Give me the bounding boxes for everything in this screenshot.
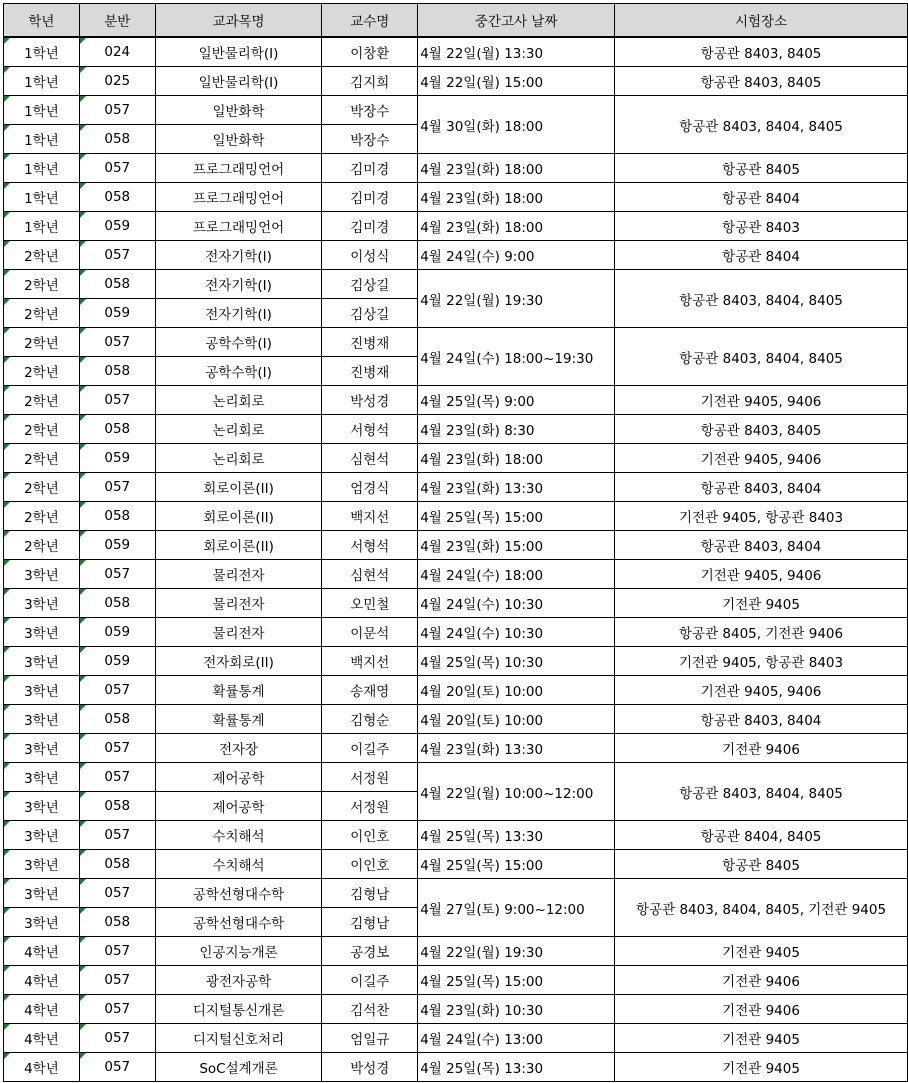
cell-professor: 박장수 [322, 125, 418, 154]
table-row [4, 705, 908, 734]
cell-professor: 백지선 [322, 647, 418, 676]
cell-section: 057 [79, 937, 155, 966]
cell-exam-date: 4월 25일(목) 15:00 [418, 850, 615, 879]
cell-exam-room: 항공관 8403, 8405 [615, 67, 908, 96]
cell-professor: 김지희 [322, 67, 418, 96]
cell-exam-date: 4월 23일(화) 10:30 [418, 995, 615, 1024]
cell-year: 3학년 [4, 763, 80, 792]
cell-exam-date: 4월 20일(토) 10:00 [418, 676, 615, 705]
cell-course: 수치해석 [155, 821, 322, 850]
cell-course: 수치해석 [155, 850, 322, 879]
cell-year: 1학년 [4, 212, 80, 241]
cell-section: 058 [79, 270, 155, 299]
cell-professor: 이인호 [322, 821, 418, 850]
cell-section: 059 [79, 212, 155, 241]
cell-year: 4학년 [4, 1024, 80, 1053]
table-body [4, 37, 908, 1082]
cell-exam-date: 4월 24일(수) 13:00 [418, 1024, 615, 1053]
cell-course: 프로그래밍언어 [155, 183, 322, 212]
cell-course: 제어공학 [155, 792, 322, 821]
cell-course: 확률통계 [155, 705, 322, 734]
cell-year: 2학년 [4, 241, 80, 270]
cell-section: 058 [79, 415, 155, 444]
cell-exam-date: 4월 30일(화) 18:00 [418, 96, 615, 154]
cell-section: 057 [79, 1053, 155, 1082]
table-row [4, 937, 908, 966]
cell-course: 전자기학(I) [155, 241, 322, 270]
table-row [4, 67, 908, 96]
cell-course: 일반화학 [155, 96, 322, 125]
cell-exam-room: 기전관 9406 [615, 966, 908, 995]
table-row [4, 328, 908, 357]
cell-section: 057 [79, 763, 155, 792]
cell-exam-room: 기전관 9405 [615, 1053, 908, 1082]
cell-year: 3학년 [4, 821, 80, 850]
cell-professor: 서형석 [322, 531, 418, 560]
cell-professor: 이인호 [322, 850, 418, 879]
table-row [4, 270, 908, 299]
cell-year: 4학년 [4, 1053, 80, 1082]
cell-exam-date: 4월 23일(화) 18:00 [418, 212, 615, 241]
cell-section: 057 [79, 473, 155, 502]
cell-course: 디지털통신개론 [155, 995, 322, 1024]
cell-exam-room: 항공관 8403, 8405 [615, 37, 908, 67]
cell-section: 057 [79, 995, 155, 1024]
cell-professor: 심현석 [322, 560, 418, 589]
cell-course: 회로이론(II) [155, 531, 322, 560]
cell-section: 058 [79, 792, 155, 821]
cell-course: 일반화학 [155, 125, 322, 154]
cell-exam-room: 항공관 8403 [615, 212, 908, 241]
table-row [4, 763, 908, 792]
cell-year: 2학년 [4, 444, 80, 473]
cell-professor: 김형남 [322, 908, 418, 937]
header-exam-room: 시험장소 [615, 4, 908, 38]
cell-professor: 김상길 [322, 270, 418, 299]
table-row [4, 676, 908, 705]
cell-professor: 김석찬 [322, 995, 418, 1024]
cell-course: 광전자공학 [155, 966, 322, 995]
cell-section: 057 [79, 879, 155, 908]
cell-exam-room: 기전관 9405, 9406 [615, 386, 908, 415]
cell-exam-room: 기전관 9406 [615, 734, 908, 763]
table-row [4, 96, 908, 125]
cell-course: 회로이론(II) [155, 502, 322, 531]
cell-year: 2학년 [4, 270, 80, 299]
cell-exam-date: 4월 25일(목) 15:00 [418, 502, 615, 531]
header-row [4, 4, 908, 38]
cell-course: 공학수학(I) [155, 357, 322, 386]
cell-course: 전자기학(I) [155, 299, 322, 328]
cell-professor: 김형순 [322, 705, 418, 734]
cell-year: 4학년 [4, 937, 80, 966]
cell-course: SoC설계개론 [155, 1053, 322, 1082]
table-row [4, 879, 908, 908]
cell-year: 3학년 [4, 647, 80, 676]
cell-section: 057 [79, 676, 155, 705]
cell-exam-date: 4월 24일(수) 18:00 [418, 560, 615, 589]
table-row [4, 183, 908, 212]
cell-professor: 박장수 [322, 96, 418, 125]
table-row [4, 966, 908, 995]
cell-section: 025 [79, 67, 155, 96]
cell-course: 디지털신호처리 [155, 1024, 322, 1053]
header-course: 교과목명 [155, 4, 322, 38]
table-row [4, 531, 908, 560]
cell-year: 1학년 [4, 183, 80, 212]
cell-exam-room: 기전관 9405, 항공관 8403 [615, 502, 908, 531]
cell-professor: 심현석 [322, 444, 418, 473]
cell-section: 059 [79, 618, 155, 647]
cell-section: 057 [79, 560, 155, 589]
cell-exam-date: 4월 22일(월) 10:00~12:00 [418, 763, 615, 821]
cell-exam-room: 기전관 9405 [615, 937, 908, 966]
table-row [4, 995, 908, 1024]
cell-exam-room: 항공관 8403, 8404, 8405 [615, 270, 908, 328]
cell-exam-room: 항공관 8403, 8405 [615, 415, 908, 444]
cell-exam-date: 4월 22일(월) 15:00 [418, 67, 615, 96]
cell-course: 공학선형대수학 [155, 879, 322, 908]
cell-year: 2학년 [4, 328, 80, 357]
cell-exam-date: 4월 25일(목) 10:30 [418, 647, 615, 676]
table-row [4, 154, 908, 183]
cell-section: 059 [79, 299, 155, 328]
cell-exam-date: 4월 23일(화) 13:30 [418, 473, 615, 502]
cell-year: 4학년 [4, 966, 80, 995]
cell-course: 물리전자 [155, 560, 322, 589]
cell-exam-date: 4월 23일(화) 18:00 [418, 154, 615, 183]
cell-exam-room: 기전관 9405, 9406 [615, 560, 908, 589]
cell-year: 3학년 [4, 560, 80, 589]
cell-exam-room: 항공관 8403, 8404 [615, 531, 908, 560]
table-row [4, 589, 908, 618]
cell-year: 3학년 [4, 850, 80, 879]
cell-course: 공학수학(I) [155, 328, 322, 357]
cell-course: 회로이론(II) [155, 473, 322, 502]
cell-section: 057 [79, 96, 155, 125]
cell-section: 057 [79, 241, 155, 270]
cell-section: 058 [79, 502, 155, 531]
cell-professor: 진병재 [322, 328, 418, 357]
cell-exam-date: 4월 25일(목) 9:00 [418, 386, 615, 415]
cell-section: 058 [79, 589, 155, 618]
cell-year: 2학년 [4, 473, 80, 502]
table-row [4, 647, 908, 676]
cell-section: 058 [79, 908, 155, 937]
cell-professor: 박성경 [322, 386, 418, 415]
cell-exam-date: 4월 23일(화) 18:00 [418, 183, 615, 212]
cell-exam-date: 4월 24일(수) 9:00 [418, 241, 615, 270]
cell-section: 057 [79, 154, 155, 183]
table-row [4, 386, 908, 415]
cell-professor: 송재영 [322, 676, 418, 705]
cell-section: 057 [79, 821, 155, 850]
table-row [4, 1053, 908, 1082]
cell-year: 3학년 [4, 908, 80, 937]
cell-year: 1학년 [4, 96, 80, 125]
cell-professor: 이성식 [322, 241, 418, 270]
cell-course: 일반물리학(I) [155, 37, 322, 67]
cell-section: 024 [79, 37, 155, 67]
table-row [4, 212, 908, 241]
table-row [4, 241, 908, 270]
cell-exam-room: 기전관 9406 [615, 995, 908, 1024]
cell-professor: 공경보 [322, 937, 418, 966]
cell-professor: 서정원 [322, 763, 418, 792]
cell-exam-room: 항공관 8403, 8404, 8405 [615, 763, 908, 821]
header-year: 학년 [4, 4, 80, 38]
cell-exam-date: 4월 22일(월) 19:30 [418, 937, 615, 966]
table-row [4, 1024, 908, 1053]
cell-year: 1학년 [4, 67, 80, 96]
cell-year: 4학년 [4, 995, 80, 1024]
cell-year: 2학년 [4, 415, 80, 444]
cell-professor: 김미경 [322, 154, 418, 183]
cell-exam-date: 4월 25일(목) 13:30 [418, 821, 615, 850]
cell-year: 3학년 [4, 676, 80, 705]
cell-year: 3학년 [4, 589, 80, 618]
cell-course: 전자회로(II) [155, 647, 322, 676]
cell-professor: 엄경식 [322, 473, 418, 502]
cell-exam-date: 4월 24일(수) 10:30 [418, 618, 615, 647]
cell-section: 058 [79, 850, 155, 879]
table-row [4, 618, 908, 647]
cell-course: 프로그래밍언어 [155, 154, 322, 183]
cell-exam-date: 4월 23일(화) 13:30 [418, 734, 615, 763]
cell-exam-room: 항공관 8403, 8404 [615, 473, 908, 502]
cell-exam-date: 4월 23일(화) 18:00 [418, 444, 615, 473]
cell-exam-date: 4월 22일(월) 19:30 [418, 270, 615, 328]
cell-year: 1학년 [4, 125, 80, 154]
table-row [4, 37, 908, 67]
cell-year: 2학년 [4, 357, 80, 386]
table-row [4, 415, 908, 444]
cell-section: 057 [79, 386, 155, 415]
cell-year: 3학년 [4, 879, 80, 908]
table-row [4, 734, 908, 763]
cell-exam-date: 4월 23일(화) 8:30 [418, 415, 615, 444]
cell-exam-room: 기전관 9405, 9406 [615, 444, 908, 473]
cell-year: 1학년 [4, 37, 80, 67]
cell-exam-room: 항공관 8405 [615, 850, 908, 879]
cell-course: 물리전자 [155, 618, 322, 647]
cell-exam-room: 항공관 8403, 8404, 8405, 기전관 9405 [615, 879, 908, 937]
cell-year: 3학년 [4, 734, 80, 763]
cell-section: 057 [79, 1024, 155, 1053]
cell-exam-date: 4월 25일(목) 15:00 [418, 966, 615, 995]
cell-section: 059 [79, 531, 155, 560]
cell-professor: 서정원 [322, 792, 418, 821]
cell-exam-room: 항공관 8403, 8404, 8405 [615, 96, 908, 154]
cell-exam-room: 항공관 8405, 기전관 9406 [615, 618, 908, 647]
header-exam-date: 중간고사 날짜 [418, 4, 615, 38]
cell-course: 물리전자 [155, 589, 322, 618]
cell-year: 2학년 [4, 299, 80, 328]
cell-exam-room: 기전관 9405, 항공관 8403 [615, 647, 908, 676]
cell-year: 2학년 [4, 531, 80, 560]
cell-exam-room: 항공관 8403, 8404, 8405 [615, 328, 908, 386]
cell-year: 3학년 [4, 792, 80, 821]
cell-professor: 김미경 [322, 183, 418, 212]
cell-exam-room: 항공관 8404 [615, 183, 908, 212]
cell-course: 논리회로 [155, 415, 322, 444]
cell-year: 2학년 [4, 386, 80, 415]
cell-exam-date: 4월 23일(화) 15:00 [418, 531, 615, 560]
table-row [4, 850, 908, 879]
cell-exam-room: 항공관 8403, 8404 [615, 705, 908, 734]
cell-professor: 엄일규 [322, 1024, 418, 1053]
cell-section: 059 [79, 444, 155, 473]
cell-exam-room: 항공관 8405 [615, 154, 908, 183]
cell-section: 057 [79, 328, 155, 357]
cell-exam-room: 기전관 9405 [615, 1024, 908, 1053]
cell-exam-date: 4월 20일(토) 10:00 [418, 705, 615, 734]
cell-professor: 이길주 [322, 734, 418, 763]
cell-year: 2학년 [4, 502, 80, 531]
cell-professor: 이문석 [322, 618, 418, 647]
table-row [4, 473, 908, 502]
cell-professor: 김미경 [322, 212, 418, 241]
cell-course: 일반물리학(I) [155, 67, 322, 96]
cell-course: 전자장 [155, 734, 322, 763]
header-professor: 교수명 [322, 4, 418, 38]
cell-professor: 박성경 [322, 1053, 418, 1082]
cell-exam-room: 기전관 9405 [615, 589, 908, 618]
cell-section: 058 [79, 183, 155, 212]
cell-course: 공학선형대수학 [155, 908, 322, 937]
cell-professor: 김상길 [322, 299, 418, 328]
cell-exam-date: 4월 22일(월) 13:30 [418, 37, 615, 67]
cell-year: 3학년 [4, 618, 80, 647]
table-row [4, 821, 908, 850]
cell-section: 057 [79, 734, 155, 763]
cell-year: 1학년 [4, 154, 80, 183]
cell-course: 논리회로 [155, 386, 322, 415]
table-row [4, 502, 908, 531]
cell-exam-date: 4월 25일(목) 13:30 [418, 1053, 615, 1082]
cell-course: 프로그래밍언어 [155, 212, 322, 241]
cell-section: 057 [79, 966, 155, 995]
cell-professor: 진병재 [322, 357, 418, 386]
cell-professor: 김형남 [322, 879, 418, 908]
cell-exam-date: 4월 24일(수) 18:00~19:30 [418, 328, 615, 386]
cell-course: 인공지능개론 [155, 937, 322, 966]
cell-professor: 서형석 [322, 415, 418, 444]
cell-course: 논리회로 [155, 444, 322, 473]
cell-section: 058 [79, 125, 155, 154]
table-row [4, 444, 908, 473]
cell-exam-date: 4월 27일(토) 9:00~12:00 [418, 879, 615, 937]
cell-professor: 이길주 [322, 966, 418, 995]
cell-exam-room: 항공관 8404, 8405 [615, 821, 908, 850]
cell-professor: 백지선 [322, 502, 418, 531]
cell-section: 058 [79, 705, 155, 734]
exam-schedule-table [3, 3, 908, 1082]
cell-exam-room: 항공관 8404 [615, 241, 908, 270]
cell-exam-room: 기전관 9405, 9406 [615, 676, 908, 705]
cell-professor: 오민철 [322, 589, 418, 618]
cell-exam-date: 4월 24일(수) 10:30 [418, 589, 615, 618]
header-section: 분반 [79, 4, 155, 38]
cell-course: 제어공학 [155, 763, 322, 792]
cell-year: 3학년 [4, 705, 80, 734]
cell-course: 전자기학(I) [155, 270, 322, 299]
cell-section: 058 [79, 357, 155, 386]
table-row [4, 560, 908, 589]
cell-course: 확률통계 [155, 676, 322, 705]
cell-professor: 이창환 [322, 37, 418, 67]
cell-section: 059 [79, 647, 155, 676]
